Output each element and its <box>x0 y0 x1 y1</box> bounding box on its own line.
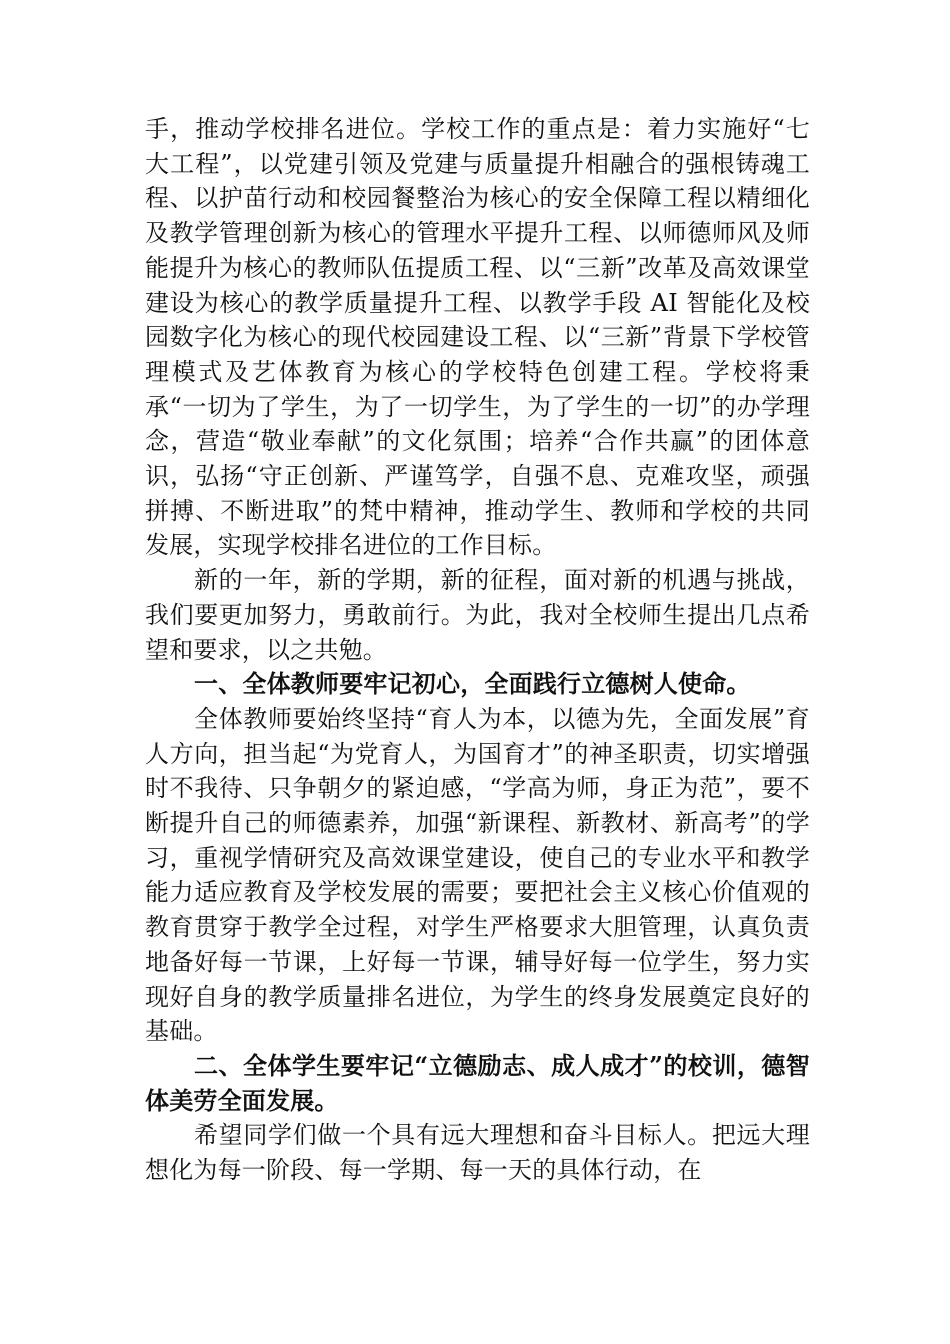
paragraph-seven-projects: 手，推动学校排名进位。学校工作的重点是：着力实施好“七大工程”，以党建引领及党建与质量提升相融合的强根铸魂工程、以护苗行动和校园餐整治为核心的安全保障工程以精细化及教学管理创新为核心的管理水平提升工程、以师德师风及师能提升为核心的教师队伍提质工程、以“三新”改革及高效课堂建设为核心的教学质量提升工程、以教学手段 AI 智能化及校园数字化为核心的现代校园建设工程、以“三新”背景下学校管理模式及艺体教育为核心的学校特色创建工程。学校将秉承“一切为了学生，为了一切学生，为了学生的一切”的办学理念，营造“敬业奉献”的文化氛围；培养“合作共赢”的团体意识，弘扬“守正创新、严谨笃学，自强不息、克难攻坚，顽强拼搏、不断进取”的梵中精神，推动学生、教师和学校的共同发展，实现学校排名进位的工作目标。 <box>145 115 810 560</box>
heading-students: 二、全体学生要牢记“立德励志、成人成才”的校训，德智体美劳全面发展。 <box>145 1050 810 1115</box>
paragraph-students: 希望同学们做一个具有远大理想和奋斗目标人。把远大理想化为每一阶段、每一学期、每一天的具体行动，在 <box>145 1121 810 1185</box>
document-page <box>145 112 810 1188</box>
paragraph-new-year: 新的一年，新的学期，新的征程，面对新的机遇与挑战，我们要更加努力，勇敢前行。为此，我对全校师生提出几点希望和要求，以之共勉。 <box>145 566 810 664</box>
paragraph-teachers: 全体教师要始终坚持“育人为本，以德为先，全面发展”育人方向，担当起“为党育人，为国育才”的神圣职责，切实增强时不我待、只争朝夕的紧迫感，“学高为师，身正为范”，要不断提升自己的师德素养，加强“新课程、新教材、新高考”的学习，重视学情研究及高效课堂建设，使自己的专业水平和教学能力适应教育及学校发展的需要；要把社会主义核心价值观的教育贯穿于教学全过程，对学生严格要求大胆管理，认真负责地备好每一节课，上好每一节课，辅导好每一位学生，努力实现好自身的教学质量排名进位，为学生的终身发展奠定良好的基础。 <box>145 704 810 1046</box>
heading-teachers: 一、全体教师要牢记初心，全面践行立德树人使命。 <box>194 669 751 699</box>
